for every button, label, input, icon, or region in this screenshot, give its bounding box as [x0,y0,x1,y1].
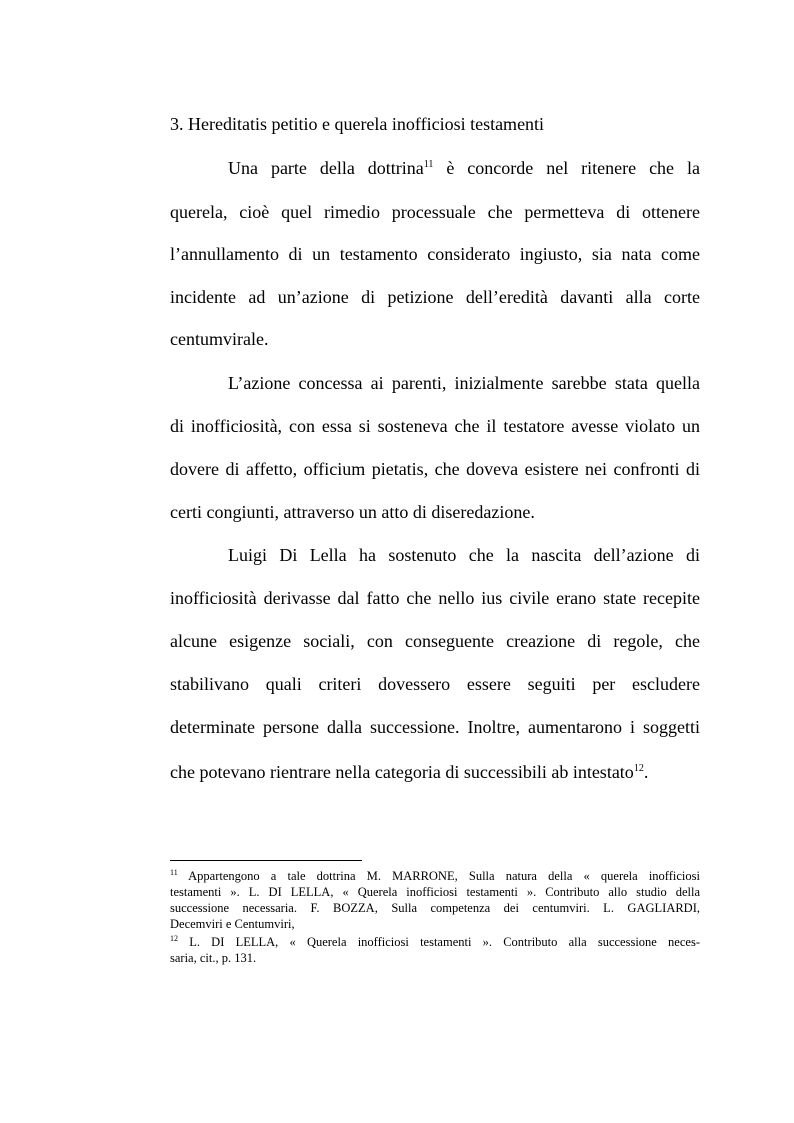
footnote-12-line-2: saria, cit., p. 131. [170,951,257,965]
footnote-separator [170,860,362,861]
paragraph-1-line-3: l’annullamento di un testamento considerato ingiusto, sia nata come [170,244,700,264]
paragraph-2-line-2: di inofficiosità, con essa si sosteneva che il testatore avesse violato un [170,416,700,436]
footnote-ref-11[interactable]: 11 [423,159,434,170]
footnote-11-line-2: testamenti ». L. DI LELLA, « Querela inofficiosi testamenti ». Contributo allo studio della [170,885,700,899]
footnote-11-line-3: successione necessaria. F. BOZZA, Sulla competenza dei centumviri. L. GAGLIARDI, [170,901,701,915]
paragraph-1-line-1: Una parte della dottrina$^{11}$ è concorde nel ritenere che la [228,158,700,178]
paragraph-3-line-3: alcune esigenze sociali, con conseguente creazione di regole, che [170,631,700,651]
paragraph-3-line-5: determinate persone dalla successione. Inoltre, aumentarono i soggetti [170,717,700,737]
paragraph-2-line-4: certi congiunti, attraverso un atto di diseredazione. [170,502,535,522]
footnote-11-line-1: $^{11}$ Appartengono a tale dottrina M. MARRONE, Sulla natura della « querela inofficiosi [170,867,700,883]
paragraph-3-line-6: che potevano rientrare nella categoria di successibili ab intestato$^{12}$. [170,762,649,782]
footnote-11-number: 11 [170,867,178,877]
section-heading: 3. Hereditatis petitio e querela inofficiosi testamenti [170,114,545,134]
document-page [170,0,700,1123]
paragraph-3-line-4: stabilivano quali criteri dovessero essere seguiti per escludere [170,674,700,694]
paragraph-1-line-5: centumvirale. [170,329,269,349]
paragraph-3-line-2: inofficiosità derivasse dal fatto che nello ius civile erano state recepite [170,588,700,608]
paragraph-1-line-4: incidente ad un’azione di petizione dell’eredità davanti alla corte [170,287,700,307]
paragraph-2-line-1: L’azione concessa ai parenti, inizialmente sarebbe stata quella [228,373,700,393]
paragraph-2-line-3: dovere di affetto, officium pietatis, che doveva esistere nei confronti di [170,459,700,479]
footnote-12-line-1: $^{12}$ L. DI LELLA, « Querela inofficiosi testamenti ». Contributo alla successione neces- [170,933,700,949]
paragraph-3-line-1: Luigi Di Lella ha sostenuto che la nascita dell’azione di [228,545,700,565]
footnote-11-line-4: Decemviri e Centumviri, [170,917,295,931]
paragraph-1-line-2: querela, cioè quel rimedio processuale che permetteva di ottenere [170,202,700,222]
footnote-12-number: 12 [170,933,178,943]
footnote-ref-12[interactable]: 12 [633,763,644,774]
